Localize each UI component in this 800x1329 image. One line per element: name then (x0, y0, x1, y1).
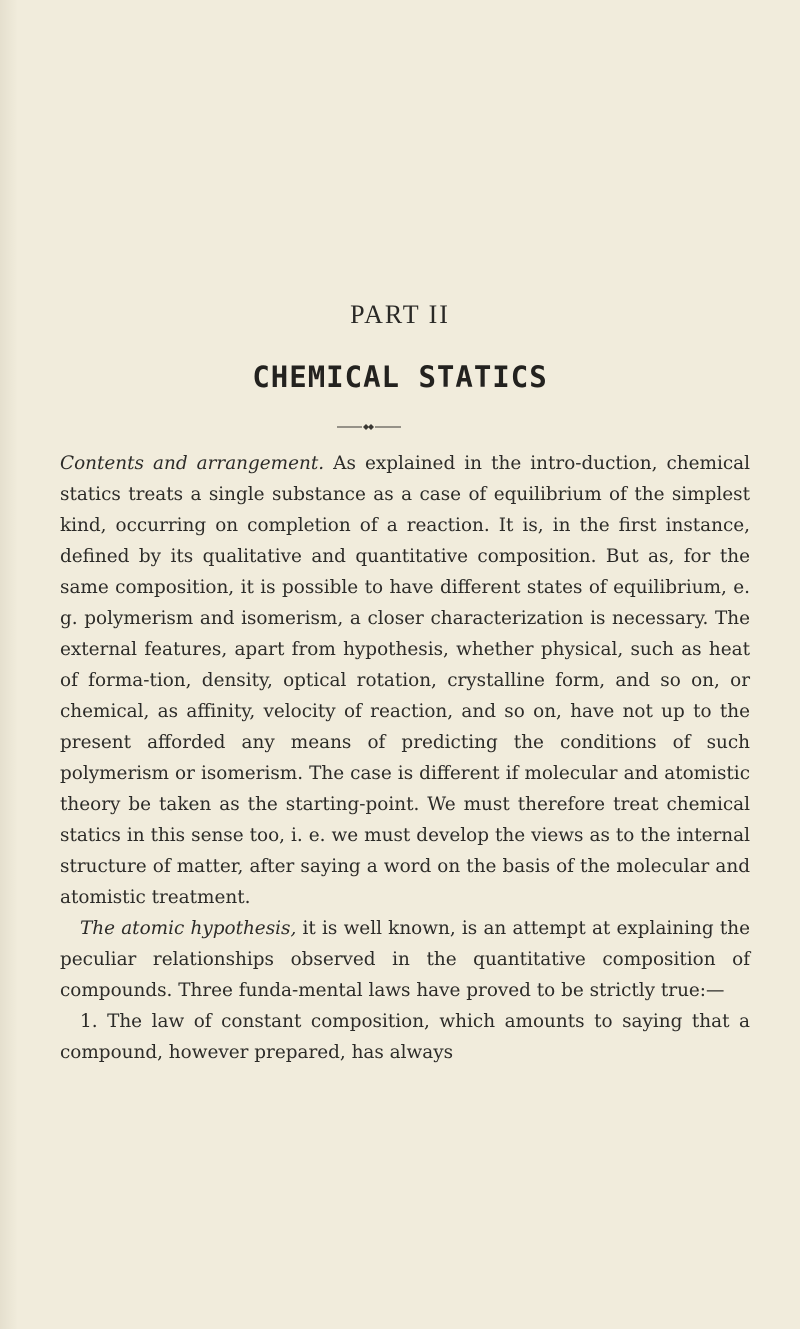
part-heading: PART II (350, 300, 450, 329)
paragraph-text: 1. The law of constant composition, which amounts to saying that a compound, however prepared, has always (60, 1011, 750, 1063)
section-heading: CHEMICAL STATICS (252, 360, 548, 394)
body-text (60, 448, 750, 1068)
rule-ornament-icon (337, 422, 401, 432)
paragraph-text: it is well known, is an attempt at explaining the peculiar relationships observed in the quantitative composition of compounds. Three funda-mental laws have proved to be strictly true:— (60, 918, 750, 1001)
paragraph-law-constant-composition (60, 1006, 750, 1068)
paragraph-atomic-hypothesis (60, 913, 750, 1006)
paragraph-lead: The atomic hypothesis, (80, 918, 297, 939)
paragraph-text: As explained in the intro-duction, chemical statics treats a single substance as a case of equilibrium of the simplest kind, occurring on completion of a reaction. It is, in the first instance, defined by its qualitative and quantitative composition. But as, for the same composition, it is possible to have different states of equilibrium, e. g. polymerism and isomerism, a closer characterization is necessary. The external features, apart from hypothesis, whether physical, such as heat of forma-tion, density, optical rotation, crystalline form, and so on, or chemical, as affinity, velocity of reaction, and so on, have not up to the present afforded any means of predicting the conditions of such polymerism or isomerism. The case is different if molecular and atomistic theory be taken as the starting-point. We must therefore treat chemical statics in this sense too, i. e. we must develop the views as to the internal structure of matter, after saying a word on the basis of the molecular and atomistic treatment. (60, 453, 750, 908)
paragraph-lead: Contents and arrangement. (60, 453, 325, 474)
paragraph-contents (60, 448, 750, 913)
